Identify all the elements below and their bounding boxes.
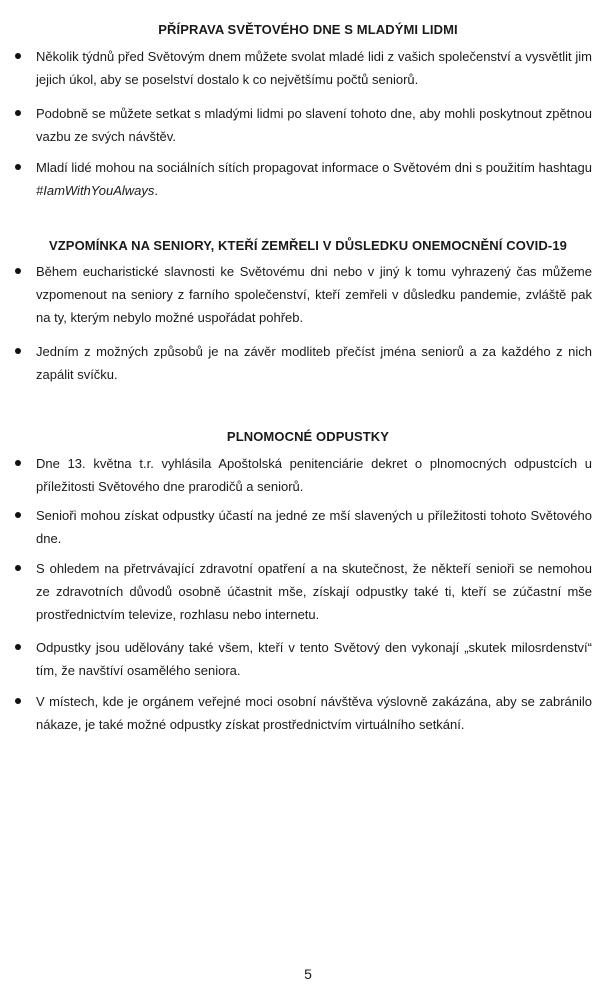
bullet-icon [15,565,21,571]
list-item-text: Dne 13. května t.r. vyhlásila Apoštolská penitenciárie dekret o plnomocných odpustcích u příležitosti Světového dne prarodičů a seniorů. [36,456,592,494]
list-item-text: Odpustky jsou udělovány také všem, kteří v tento Světový den vykonají „skutek milosrdenství“ tím, že navštíví osamělého seniora. [36,640,592,678]
list-item-text: Několik týdnů před Světovým dnem můžete svolat mladé lidi z vašich společenství a vysvětlit jim jejich úkol, aby se poselství dostalo k co největšímu počtů seniorů. [36,49,592,87]
hashtag-intro-text: Mladí lidé mohou na sociálních sítích propagovat informace o Světovém dni s použitím hashtagu [36,160,592,175]
list-item-text [36,156,592,202]
list-item [36,45,592,91]
bullet-icon [15,110,21,116]
bullet-icon [15,698,21,704]
section-heading-remembrance: VZPOMÍNKA NA SENIORY, KTEŘÍ ZEMŘELI V DŮSLEDKU ONEMOCNĚNÍ COVID-19 [49,238,567,253]
list-item-text: Jedním z možných způsobů je na závěr modliteb přečíst jména seniorů a za každého z nich zapálit svíčku. [36,344,592,382]
page-number: 5 [304,966,312,982]
bullet-icon [15,53,21,59]
bullet-icon [15,164,21,170]
hashtag: #IamWithYouAlways [36,183,155,198]
list-item [36,452,592,498]
list-item [36,156,592,202]
list-item-text: Během eucharistické slavnosti ke Světovému dni nebo v jiný k tomu vyhrazený čas můžeme vzpomenout na seniory z farního společenství, kteří zemřeli v důsledku pandemie, zvláště pak na ty, kterým nebylo možné uspořádat pohřeb. [36,264,592,325]
list-item [36,102,592,148]
bullet-icon [15,512,21,518]
list-item [36,557,592,626]
list-item [36,260,592,329]
bullet-icon [15,348,21,354]
list-item-text: S ohledem na přetrvávající zdravotní opatření a na skutečnost, že někteří senioři se nemohou ze zdravotních důvodů osobně účastnit mše, získají odpustky také ti, kteří se zúčastní mše prostřednictvím televize, rozhlasu nebo internetu. [36,561,592,622]
hashtag-end-text: . [154,183,159,198]
bullet-icon [15,644,21,650]
list-item [36,690,592,736]
list-item [36,340,592,386]
list-item-text: Podobně se můžete setkat s mladými lidmi po slavení tohoto dne, aby mohli poskytnout zpětnou vazbu ze svých návštěv. [36,106,592,144]
bullet-icon [15,460,21,466]
bullet-icon [15,268,21,274]
section-heading-indulgences: PLNOMOCNÉ ODPUSTKY [226,429,390,444]
list-item [36,636,592,682]
list-item-text: V místech, kde je orgánem veřejné moci osobní návštěva výslovně zakázána, aby se zabránilo nákaze, je také možné odpustky získat prostřednictvím virtuálního setkání. [36,694,592,732]
list-item [36,504,592,550]
section-heading-preparation: PŘÍPRAVA SVĚTOVÉHO DNE S MLADÝMI LIDMI [158,22,458,37]
list-item-text: Senioři mohou získat odpustky účastí na jedné ze mší slavených u příležitosti tohoto Světového dne. [36,508,592,546]
